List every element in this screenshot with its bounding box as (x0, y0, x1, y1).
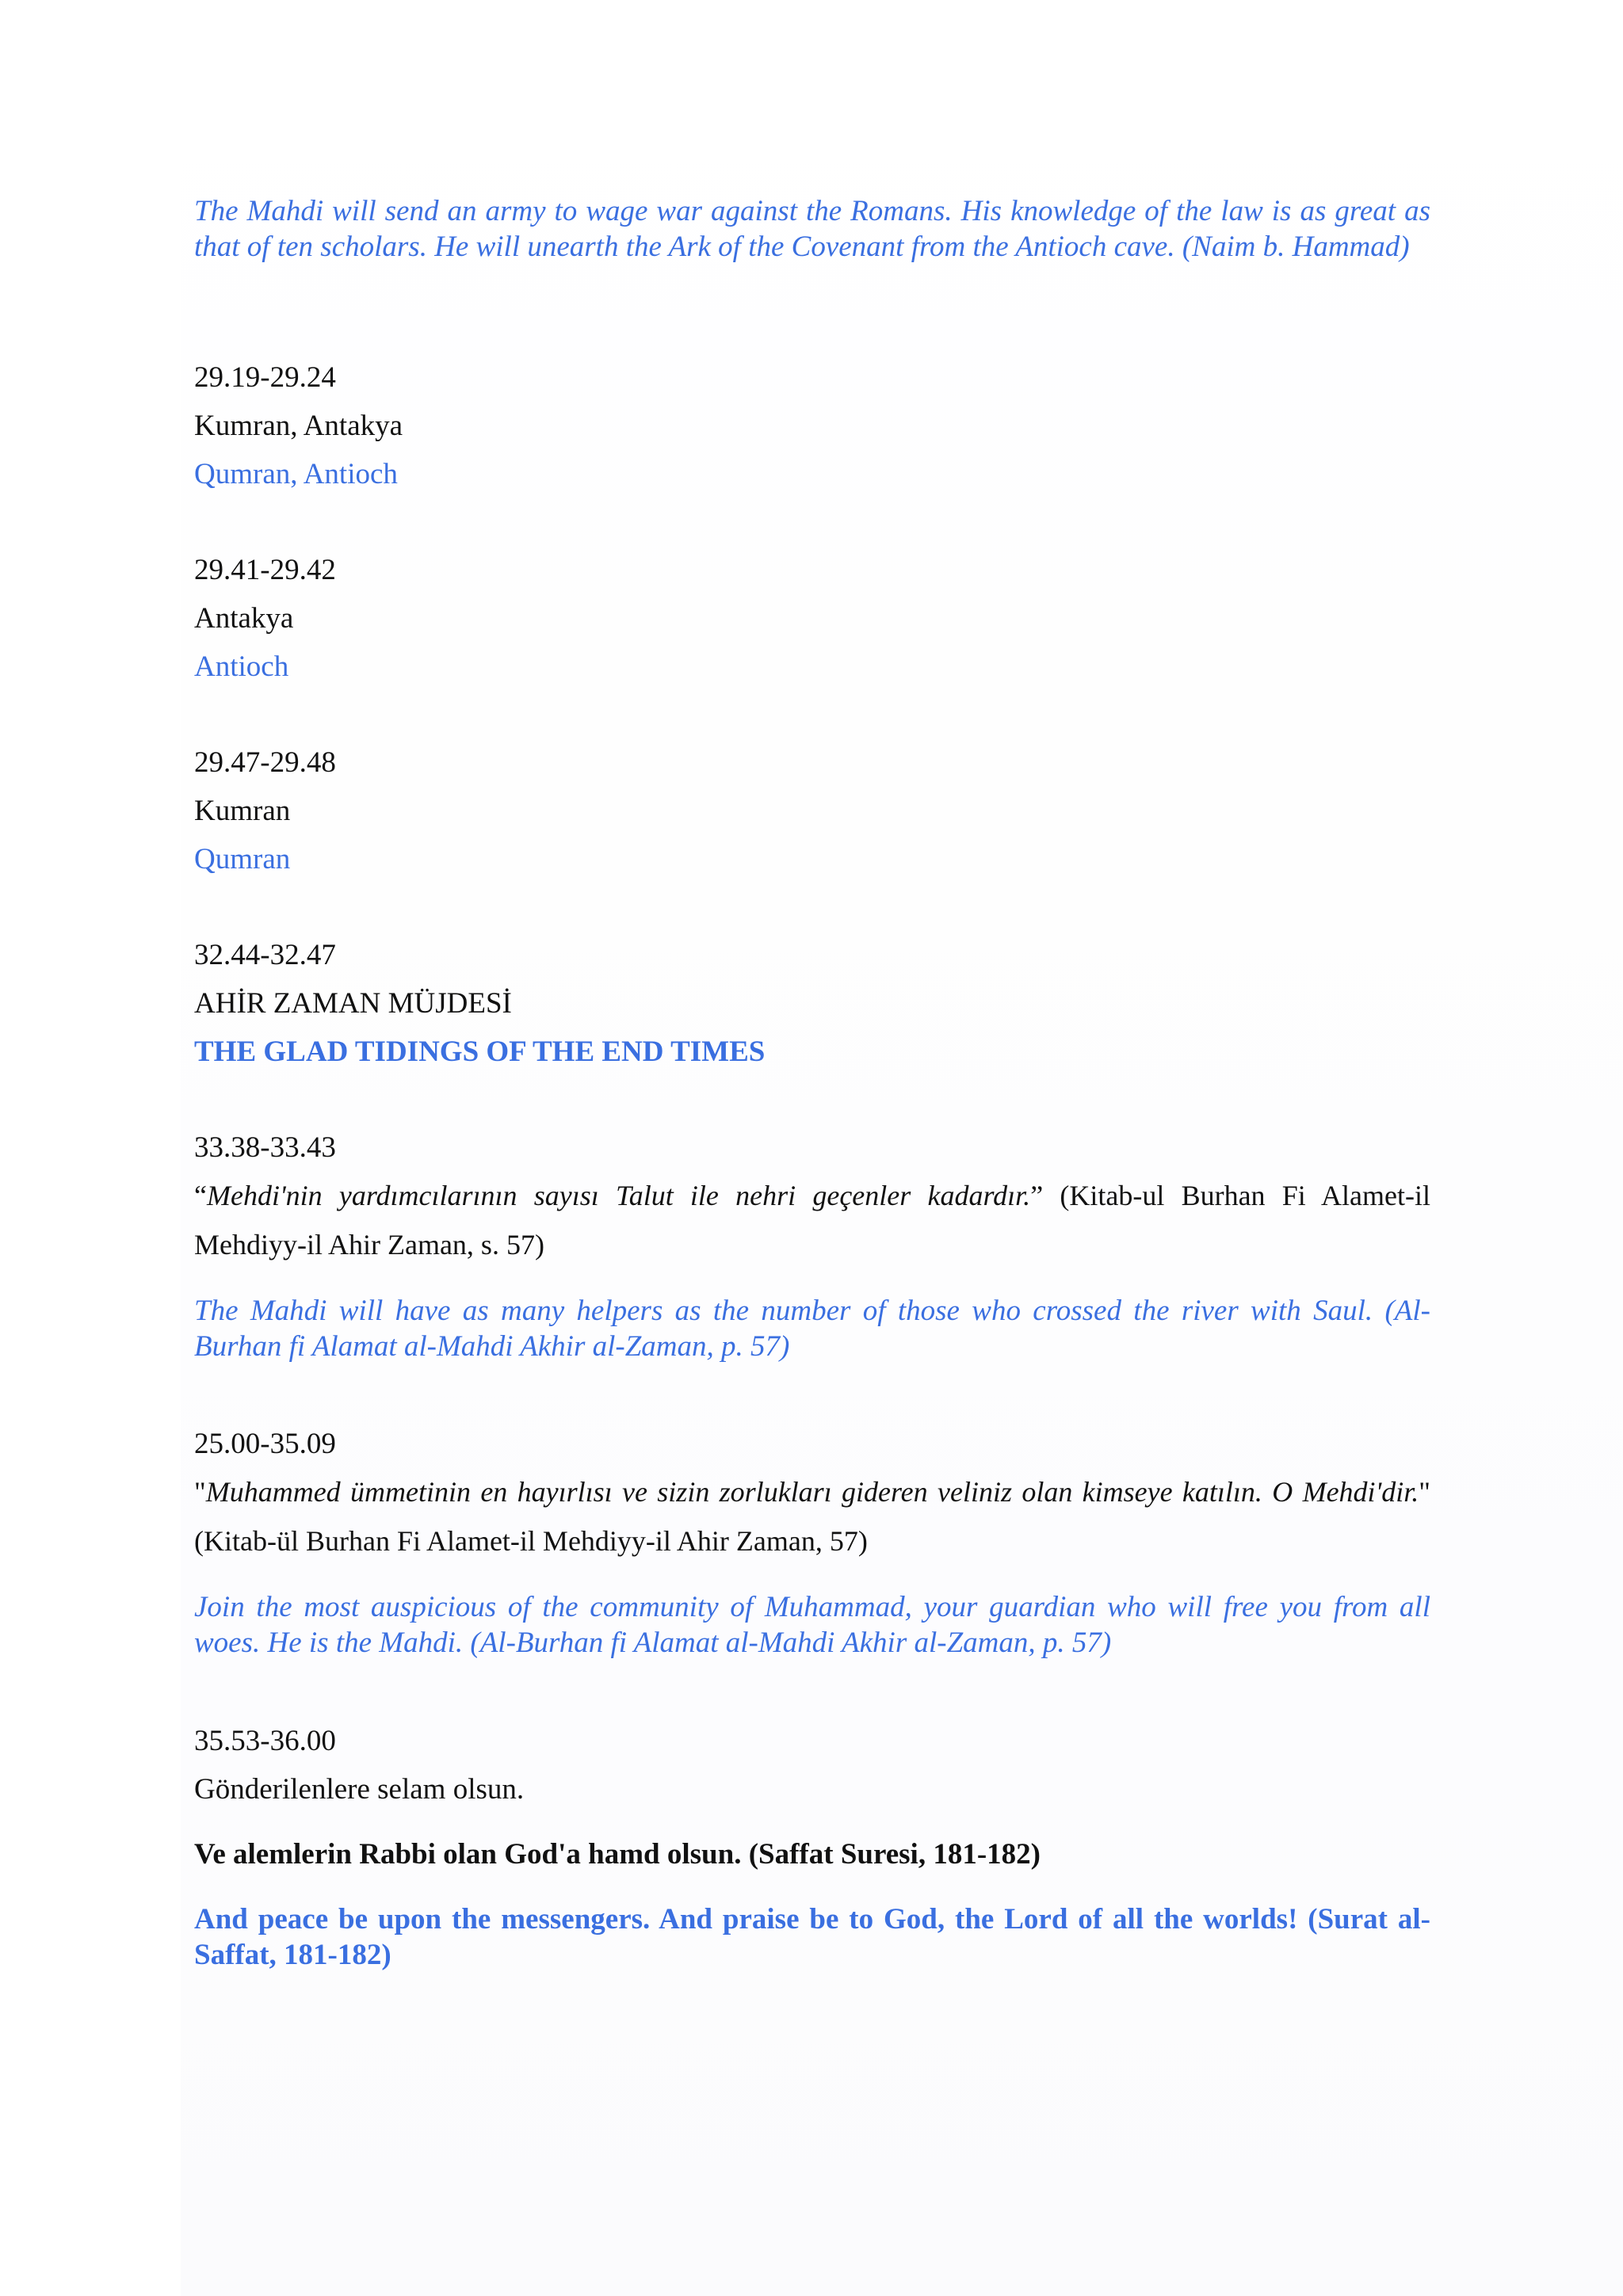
turkish-quote (194, 1467, 1430, 1566)
quote-text: Muhammed ümmetinin en hayırlısı ve sizin zorlukları gideren veliniz olan kimseye katılın. O Mehdi'dir. (205, 1476, 1419, 1508)
english-text: Qumran (194, 843, 291, 875)
quote-text: Mehdi'nin yardımcılarının sayısı Talut ile nehri geçenler kadardır. (206, 1180, 1031, 1211)
english-text: Qumran, Antioch (194, 458, 398, 490)
english-text: Antioch (194, 650, 289, 683)
english-quote: Join the most auspicious of the community of Muhammad, your guardian who will free you from all woes. He is the Mahdi. (Al-Burhan fi Alamat al-Mahdi Akhir al-Zaman, p. 57) (194, 1591, 1430, 1659)
turkish-text: Kumran (194, 795, 291, 827)
open-quote-mark: " (194, 1476, 206, 1508)
english-verse-bold: And peace be upon the messengers. And praise be to God, the Lord of all the worlds! (Surat al-Saffat, 181-182) (194, 1903, 1430, 1971)
quote-reference: " (Kitab-ül Burhan Fi Alamet-il Mehdiyy-il Ahir Zaman, 57) (194, 1476, 1430, 1557)
turkish-text: Gönderilenlere selam olsun. (194, 1773, 525, 1806)
turkish-text: Kumran, Antakya (194, 410, 403, 442)
timestamp: 29.41-29.42 (194, 554, 336, 586)
timestamp: 29.47-29.48 (194, 746, 336, 779)
timestamp: 35.53-36.00 (194, 1725, 336, 1757)
turkish-verse-bold: Ve alemlerin Rabbi olan God'a hamd olsun. (Saffat Suresi, 181-182) (194, 1838, 1041, 1871)
timestamp: 33.38-33.43 (194, 1131, 336, 1164)
turkish-quote (194, 1171, 1430, 1269)
timestamp: 32.44-32.47 (194, 939, 336, 971)
intro-english-quote: The Mahdi will send an army to wage war against the Romans. His knowledge of the law is as great as that of ten scholars. He will unearth the Ark of the Covenant from the Antioch cave. (Naim b. Hammad) (194, 195, 1430, 263)
english-heading: THE GLAD TIDINGS OF THE END TIMES (194, 1035, 766, 1068)
english-quote: The Mahdi will have as many helpers as the number of those who crossed the river with Saul. (Al-Burhan fi Alamat al-Mahdi Akhir al-Zaman, p. 57) (194, 1295, 1430, 1363)
quote-reference: ” (Kitab-ul Burhan Fi Alamet-il Mehdiyy-il Ahir Zaman, s. 57) (194, 1180, 1430, 1261)
turkish-text: Antakya (194, 602, 294, 635)
timestamp: 29.19-29.24 (194, 361, 336, 394)
open-quote-mark: “ (194, 1180, 207, 1211)
turkish-heading: AHİR ZAMAN MÜJDESİ (194, 987, 512, 1020)
timestamp: 25.00-35.09 (194, 1428, 336, 1460)
